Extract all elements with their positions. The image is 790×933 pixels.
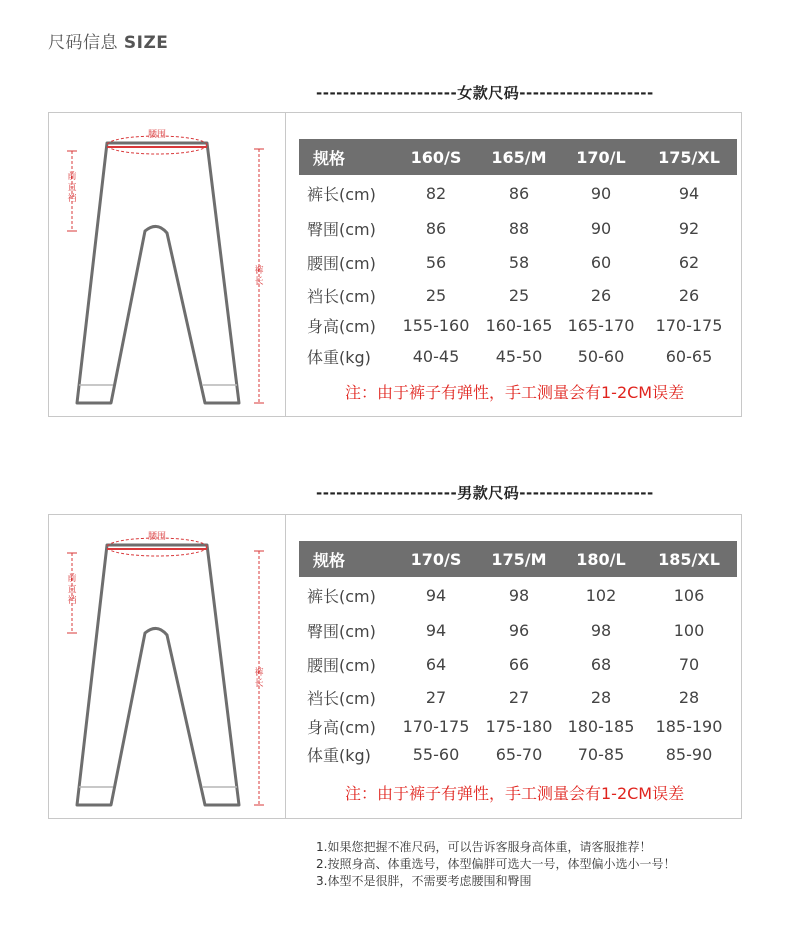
table-cell: 28 [590, 687, 612, 707]
column-header: 170/L [561, 139, 641, 175]
length-label-2: 长 [254, 277, 264, 287]
column-header: 175/XL [641, 139, 737, 175]
pants-outline [77, 143, 239, 403]
rise-label-3: 裆 [67, 596, 77, 606]
table-cell: 40-45 [412, 346, 460, 366]
page-title-cn: 尺码信息 [48, 33, 118, 53]
table-cell: 65-70 [495, 744, 543, 764]
women-size-panel [48, 112, 742, 417]
table-cell: 100 [673, 620, 705, 640]
table-cell: 86 [425, 218, 447, 238]
table-cell: 86 [508, 183, 530, 203]
men-elastic-note: 注：由于裤子有弹性，手工测量会有1-2CM误差 [345, 784, 685, 803]
table-cell: 85-90 [665, 744, 713, 764]
table-row [299, 682, 737, 712]
table-cell: 25 [425, 285, 447, 305]
row-label: 臀围(cm) [307, 219, 376, 239]
table-cell: 170-175 [402, 716, 470, 736]
row-label: 身高(cm) [307, 317, 376, 336]
table-cell: 98 [508, 585, 530, 605]
column-header: 160/S [395, 139, 477, 175]
row-label: 裆长(cm) [307, 286, 376, 306]
row-label: 腰围(cm) [307, 656, 376, 675]
row-label: 裤长(cm) [307, 586, 376, 606]
table-cell: 28 [678, 687, 700, 707]
table-cell: 26 [678, 285, 700, 305]
table-row [299, 310, 737, 341]
table-cell: 25 [508, 285, 530, 305]
tip-item: 3.体型不是很胖，不需要考虑腰围和臀围 [316, 874, 532, 888]
table-cell: 92 [678, 218, 700, 238]
column-header: 规格 [299, 139, 395, 175]
sizing-tips [316, 839, 675, 890]
table-header-row [299, 139, 737, 175]
column-header: 180/L [561, 541, 641, 577]
pants-diagram-svg [49, 113, 285, 416]
tip-item: 1.如果您把握不准尺码，可以告诉客服身高体重，请客服推荐！ [316, 840, 652, 854]
length-label-1: 裤 [254, 266, 264, 276]
table-row [299, 211, 737, 245]
men-size-panel [48, 514, 742, 819]
table-cell: 94 [425, 620, 447, 640]
table-row [299, 341, 737, 371]
women-pants-diagram [49, 113, 286, 416]
table-cell: 68 [590, 655, 612, 674]
page-title [48, 28, 168, 53]
table-cell: 88 [508, 218, 530, 238]
table-row [299, 175, 737, 211]
table-cell: 26 [590, 285, 612, 305]
table-row [299, 577, 737, 613]
tip-item: 2.按照身高、体重选号，体型偏胖可选大一号，体型偏小选小一号！ [316, 857, 676, 871]
rise-label-1: 前 [67, 172, 77, 182]
row-label: 体重(kg) [307, 745, 371, 765]
row-label: 臀围(cm) [307, 621, 376, 641]
table-cell: 66 [508, 655, 530, 674]
table-cell: 64 [425, 655, 447, 674]
table-cell: 175-180 [485, 716, 553, 736]
rise-label-3: 裆 [67, 194, 77, 204]
women-size-table [299, 139, 737, 371]
men-size-table [299, 541, 737, 768]
rise-label-1: 前 [67, 574, 77, 584]
table-cell: 27 [425, 687, 447, 707]
men-pants-diagram [49, 515, 286, 818]
length-label-1: 裤 [254, 668, 264, 678]
table-row [299, 613, 737, 647]
rise-label-2: 直 [67, 585, 77, 595]
women-elastic-note: 注：由于裤子有弹性，手工测量会有1-2CM误差 [345, 383, 685, 402]
column-header: 165/M [477, 139, 561, 175]
table-cell: 58 [508, 253, 530, 272]
table-row [299, 740, 737, 768]
waist-label: 腰围 [147, 532, 167, 542]
table-cell: 50-60 [577, 346, 625, 366]
table-cell: 170-175 [655, 316, 723, 335]
row-label: 体重(kg) [307, 347, 371, 367]
table-cell: 180-185 [567, 716, 635, 736]
table-cell: 70 [678, 655, 700, 674]
column-header: 170/S [395, 541, 477, 577]
women-section-heading: ---------------------女款尺码-------------------- [316, 84, 654, 102]
table-cell: 70-85 [577, 744, 625, 764]
table-cell: 55-60 [412, 744, 460, 764]
pants-diagram-svg [49, 515, 285, 818]
table-cell: 94 [425, 585, 447, 605]
table-cell: 90 [590, 218, 612, 238]
table-cell: 185-190 [655, 716, 723, 736]
table-cell: 60 [590, 253, 612, 272]
table-row [299, 280, 737, 310]
table-cell: 90 [590, 183, 612, 203]
men-section-heading: ---------------------男款尺码-------------------- [316, 484, 654, 502]
column-header: 175/M [477, 541, 561, 577]
column-header: 185/XL [641, 541, 737, 577]
table-cell: 165-170 [567, 316, 635, 335]
row-label: 身高(cm) [307, 717, 376, 737]
page-title-en: SIZE [123, 33, 169, 53]
table-cell: 56 [425, 253, 447, 272]
rise-label-2: 直 [67, 183, 77, 193]
table-cell: 82 [425, 183, 447, 203]
table-row [299, 245, 737, 280]
table-cell: 60-65 [665, 346, 713, 366]
table-header-row [299, 541, 737, 577]
pants-outline [77, 545, 239, 805]
table-row [299, 712, 737, 740]
table-cell: 94 [678, 183, 700, 203]
row-label: 裆长(cm) [307, 688, 376, 708]
table-cell: 98 [590, 620, 612, 640]
table-cell: 155-160 [402, 316, 470, 335]
table-cell: 106 [673, 585, 705, 605]
table-cell: 102 [585, 585, 617, 605]
table-cell: 160-165 [485, 316, 553, 335]
row-label: 腰围(cm) [307, 254, 376, 273]
length-label-2: 长 [254, 679, 264, 689]
table-row [299, 647, 737, 682]
column-header: 规格 [299, 541, 395, 577]
table-cell: 45-50 [495, 346, 543, 366]
waist-label: 腰围 [147, 130, 167, 140]
row-label: 裤长(cm) [307, 184, 376, 204]
table-cell: 62 [678, 253, 700, 272]
table-cell: 96 [508, 620, 530, 640]
table-cell: 27 [508, 687, 530, 707]
